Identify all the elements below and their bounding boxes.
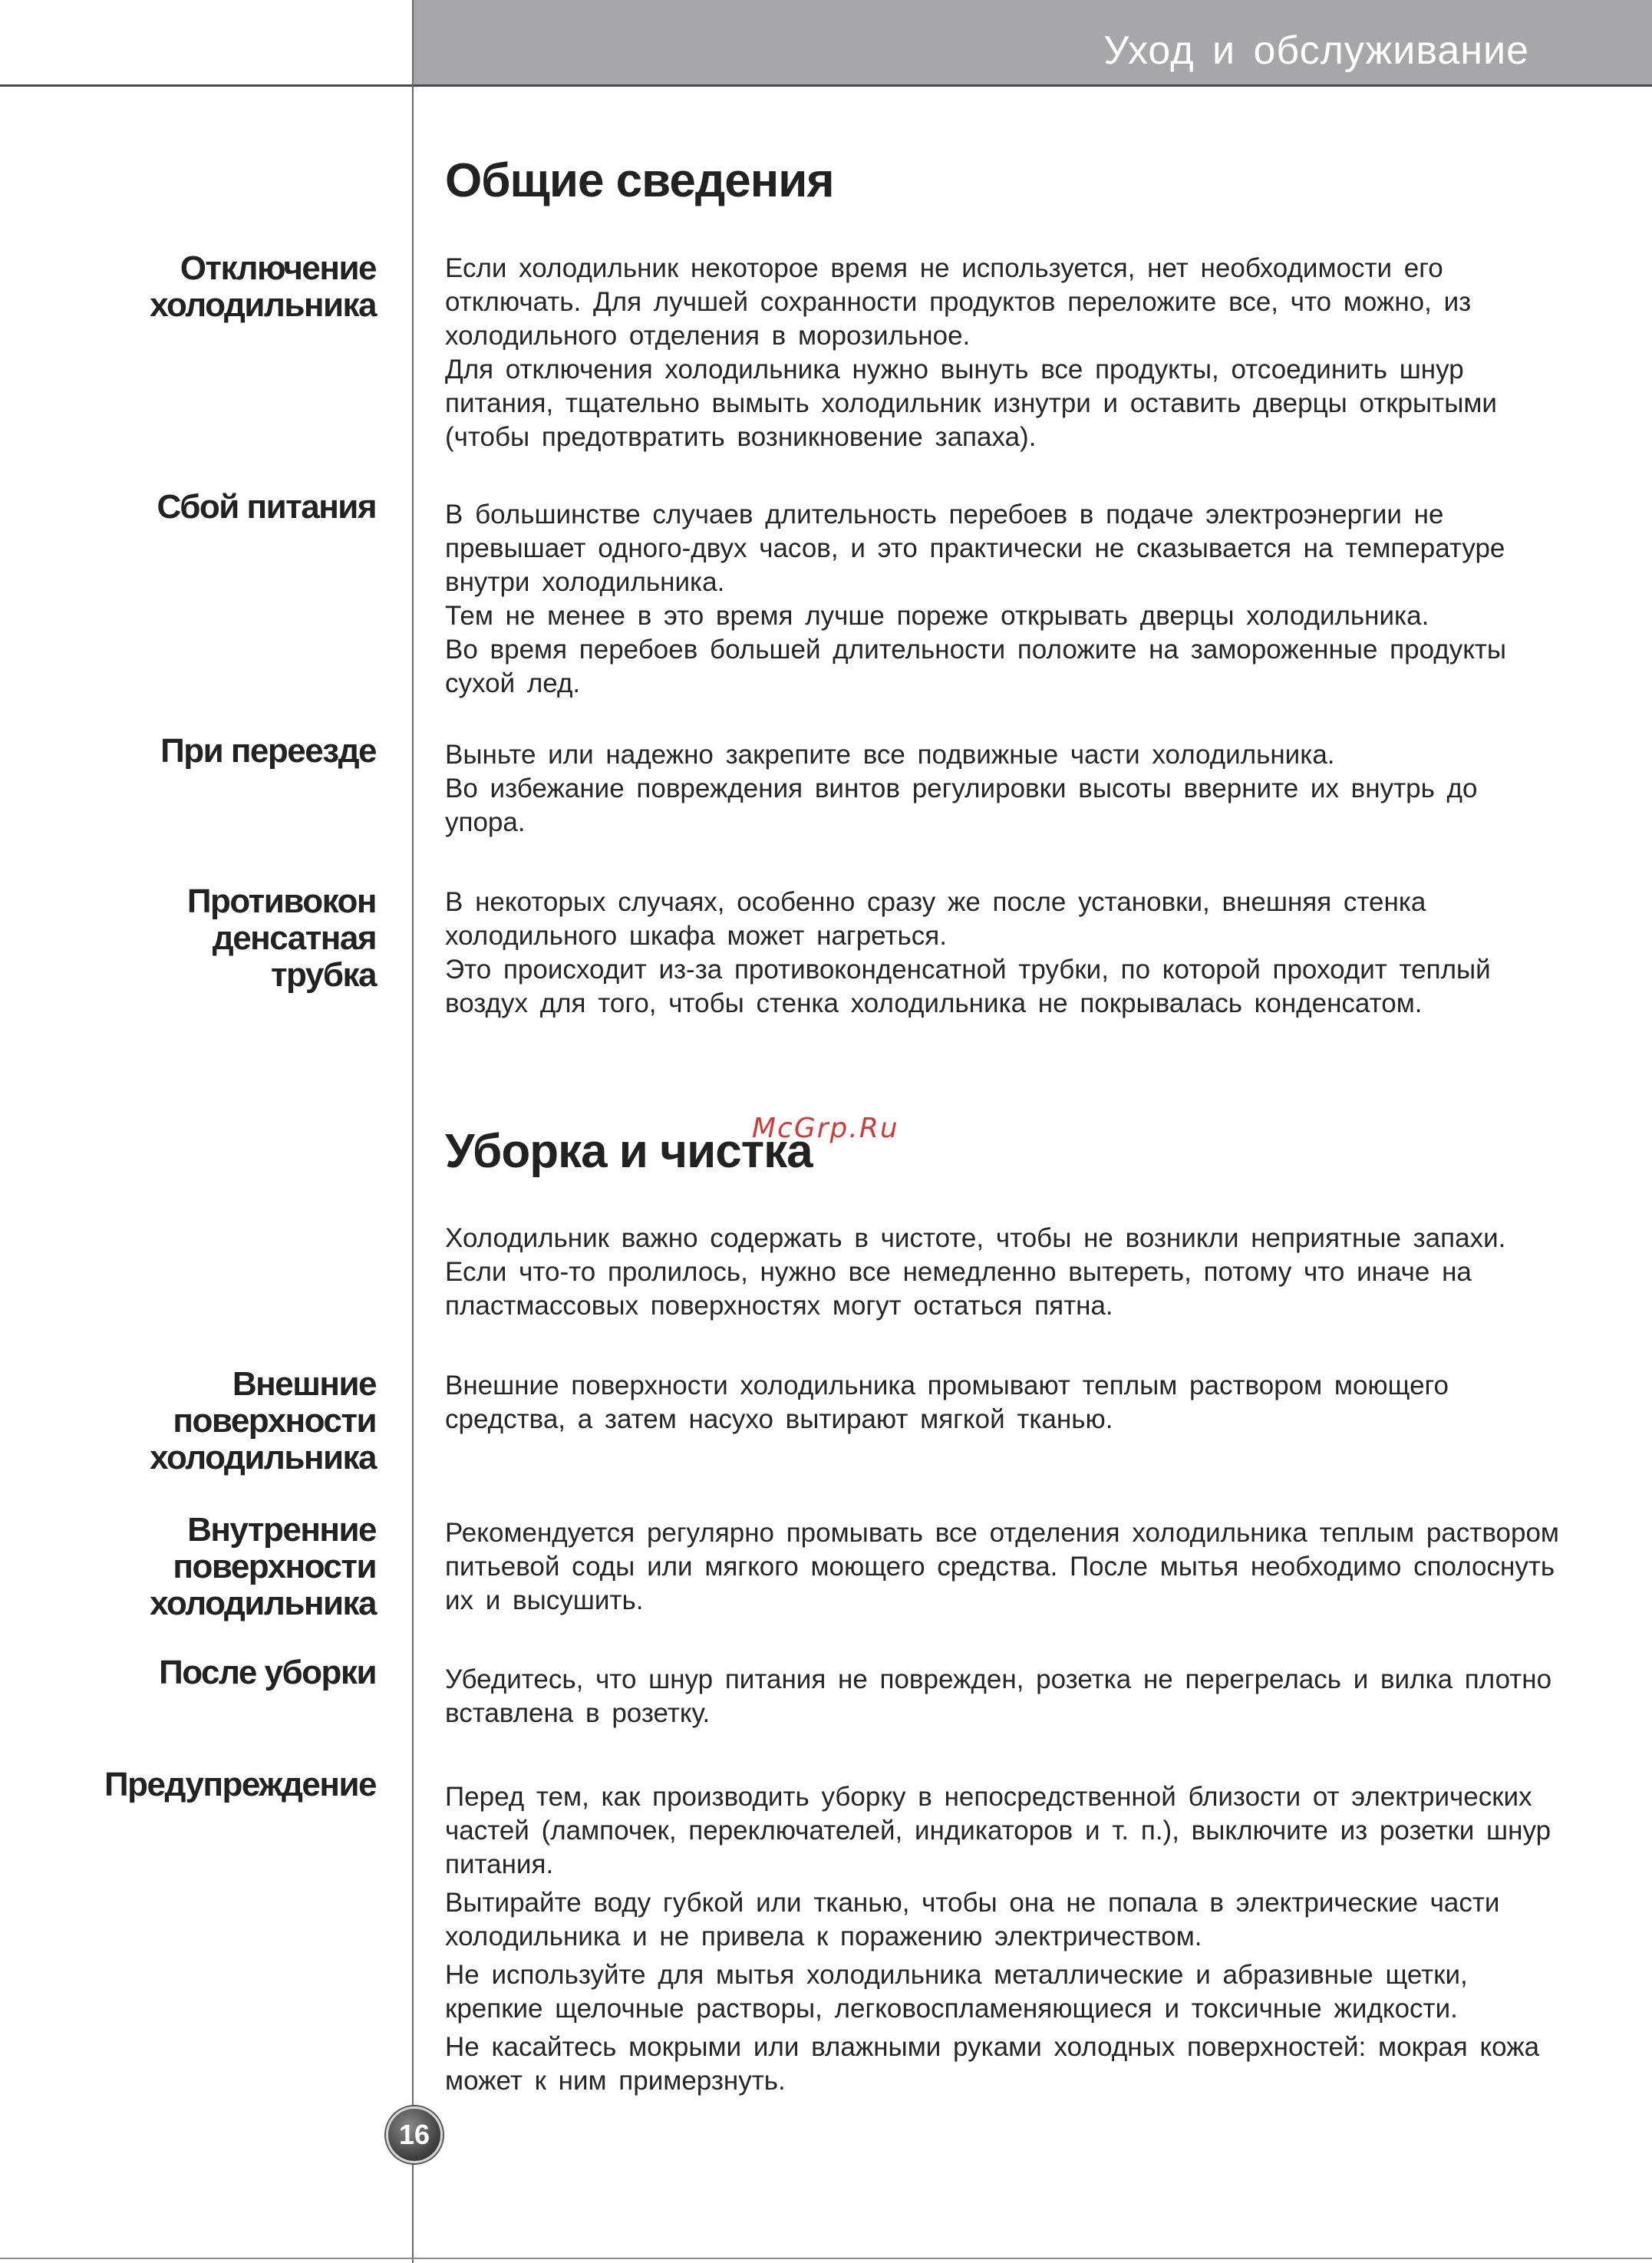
page-header-title: Уход и обслуживание	[1103, 28, 1529, 73]
watermark: McGrp.Ru	[752, 1113, 899, 1144]
text-warning	[445, 1780, 1565, 2098]
paragraph: Холодильник важно содержать в чистоте, чтобы не возникли неприятные запахи. Если что-то пролилось, нужно все немедленно вытереть, потому что иначе на пластмассовых поверхностях могут остаться пятна.	[445, 1223, 1506, 1321]
footer-divider	[0, 2258, 1652, 2259]
paragraph: Рекомендуется регулярно промывать все отделения холодильника теплым раствором питьевой соды или мягкого моющего средства. После мытья необходимо сполоснуть их и высушить.	[445, 1518, 1559, 1615]
label-outer-surfaces: Внешние поверхности холодильника	[150, 1365, 376, 1476]
label-after-cleaning: После уборки	[159, 1654, 376, 1691]
section-title-general: Общие сведения	[445, 154, 834, 207]
text-anticondensation-pipe	[445, 886, 1565, 1021]
text-inner-surfaces	[445, 1516, 1565, 1618]
text-power-failure	[445, 498, 1565, 701]
text-shutdown	[445, 252, 1565, 454]
paragraph: Для отключения холодильника нужно вынуть все продукты, отсоединить шнур питания, тщательно вымыть холодильник изнутри и оставить дверцы открытыми (чтобы предотвратить возникновение запаха).	[445, 355, 1497, 452]
label-inner-surfaces: Внутренние поверхности холодильника	[150, 1511, 376, 1622]
header-divider	[0, 84, 1652, 87]
paragraph: Выньте или надежно закрепите все подвижные части холодильника.	[445, 740, 1335, 770]
section-title-cleaning: Уборка и чистка	[445, 1125, 813, 1178]
label-anticondensation-pipe: Противокон денсатная трубка	[186, 882, 376, 994]
page-number: 16	[398, 2119, 430, 2150]
paragraph: Убедитесь, что шнур питания не поврежден, розетка не перегрелась и вилка плотно вставлена в розетку.	[445, 1664, 1552, 1728]
label-moving: При переезде	[160, 732, 376, 770]
label-power-failure: Сбой питания	[157, 488, 376, 526]
paragraph: В большинстве случаев длительность перебоев в подаче электроэнергии не превышает одного-двух часов, и это практически не сказывается на температуре внутри холодильника.	[445, 500, 1505, 597]
header-bar	[413, 0, 1652, 84]
text-after-cleaning	[445, 1663, 1565, 1730]
paragraph: Не касайтесь мокрыми или влажными руками холодных поверхностей: мокрая кожа может к ним примерзнуть.	[445, 2032, 1540, 2096]
paragraph: В некоторых случаях, особенно сразу же после установки, внешняя стенка холодильного шкафа может нагреться.	[445, 887, 1426, 951]
paragraph: Вытирайте воду губкой или тканью, чтобы она не попала в электрические части холодильника и не привела к поражению электричеством.	[445, 1888, 1500, 1951]
paragraph: Не используйте для мытья холодильника металлические и абразивные щетки, крепкие щелочные растворы, легковоспламеняющиеся и токсичные жидкости.	[445, 1960, 1468, 2024]
vertical-divider	[412, 0, 414, 2263]
paragraph: Тем не менее в это время лучше пореже открывать дверцы холодильника.	[445, 601, 1429, 631]
label-shutdown: Отключение холодильника	[150, 249, 376, 324]
text-outer-surfaces	[445, 1369, 1565, 1437]
paragraph: Во время перебоев большей длительности положите на замороженные продукты сухой лед.	[445, 635, 1507, 698]
label-warning: Предупреждение	[104, 1766, 376, 1803]
paragraph: Во избежание повреждения винтов регулировки высоты вверните их внутрь до упора.	[445, 774, 1478, 837]
text-cleaning-intro	[445, 1222, 1565, 1323]
paragraph: Перед тем, как производить уборку в непосредственной близости от электрических частей (лампочек, переключателей, индикаторов и т. п.), выключите из розетки шнур питания.	[445, 1782, 1551, 1879]
page-number-badge	[386, 2106, 443, 2163]
text-moving	[445, 738, 1565, 840]
paragraph: Если холодильник некоторое время не используется, нет необходимости его отключать. Для лучшей сохранности продуктов переложите все, что можно, из холодильного отделения в морозильное.	[445, 253, 1472, 351]
paragraph: Внешние поверхности холодильника промывают теплым раствором моющего средства, а затем насухо вытирают мягкой тканью.	[445, 1371, 1449, 1434]
paragraph: Это происходит из-за противоконденсатной трубки, по которой проходит теплый воздух для того, чтобы стенка холодильника не покрывалась конденсатом.	[445, 955, 1491, 1018]
